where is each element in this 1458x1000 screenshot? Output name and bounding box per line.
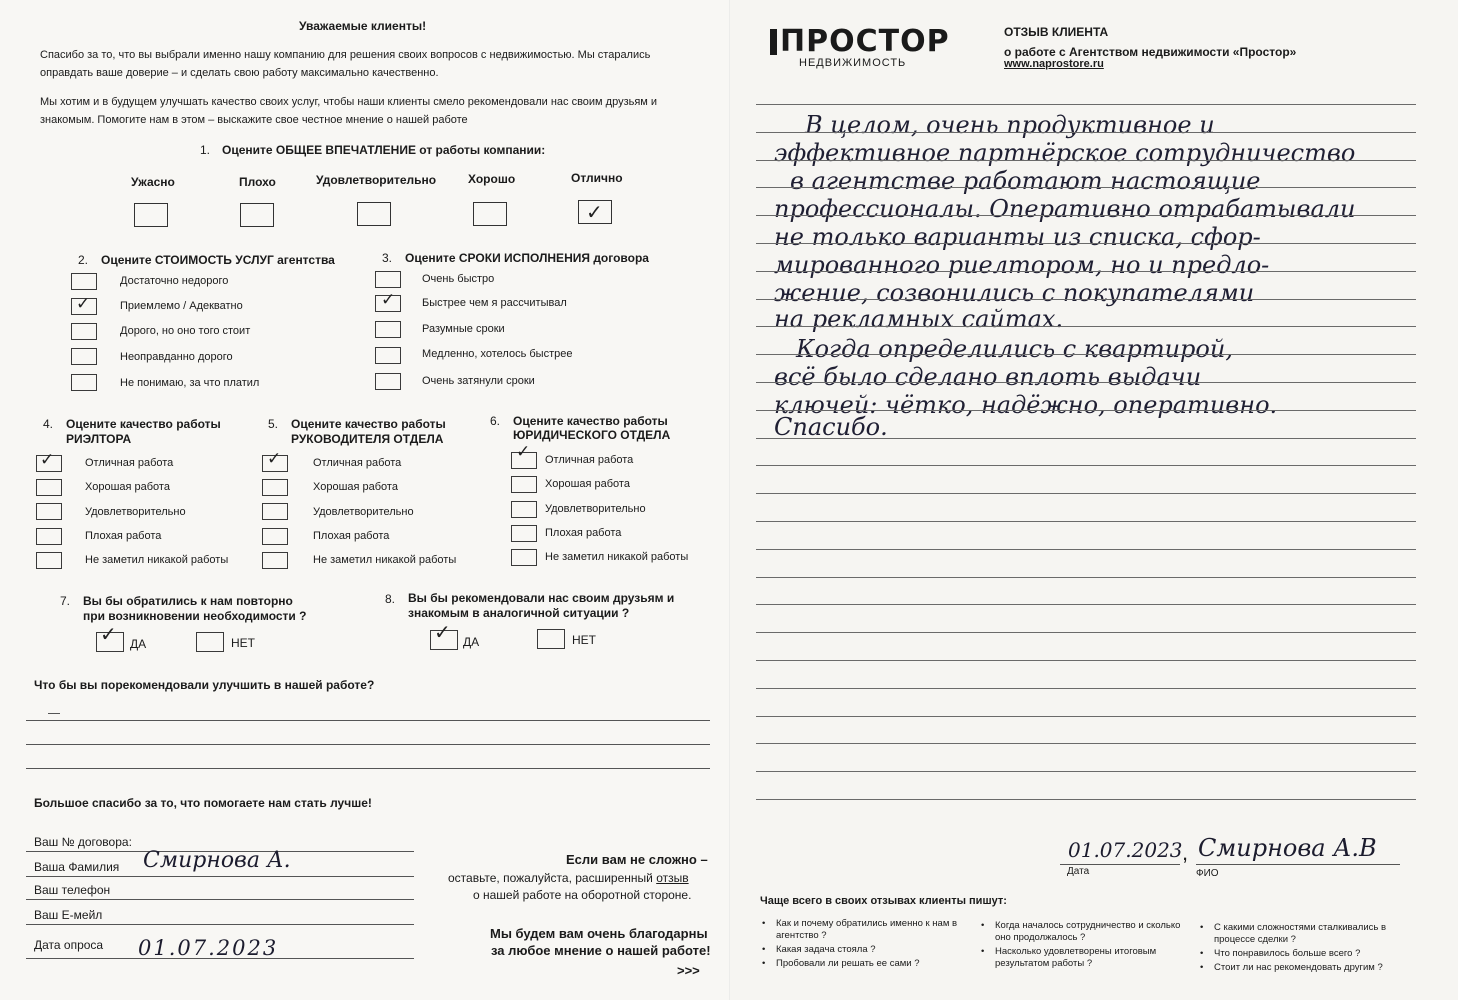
writing-line[interactable]: [756, 326, 1416, 327]
q2-checkbox[interactable]: [71, 323, 97, 340]
writing-line[interactable]: [756, 104, 1416, 105]
contract-label: Ваш № договора:: [34, 835, 132, 849]
check-mark-icon: ✓: [40, 450, 55, 470]
intro-text: оправдать ваше доверие – и сделать свою работу максимально качественно.: [40, 67, 439, 79]
q4-option-label: Не заметил никакой работы: [85, 554, 229, 566]
q1-checkbox[interactable]: [134, 203, 168, 227]
q1-option-label: Удовлетворительно: [316, 173, 437, 187]
q5-checkbox[interactable]: [262, 528, 288, 545]
thanks-text: Большое спасибо за то, что помогаете нам стать лучше!: [34, 796, 372, 810]
tips-title: Чаще всего в своих отзывах клиенты пишут:: [760, 895, 1007, 907]
q4-checkbox[interactable]: [36, 479, 62, 496]
surname-field[interactable]: [26, 876, 414, 877]
q3-checkbox[interactable]: [375, 271, 401, 288]
q3-option-label: Очень быстро: [422, 273, 495, 285]
review-handwriting-line: профессионалы. Оперативно отрабатывали: [774, 195, 1356, 223]
tip-item: • С какими сложностями сталкивались в процессе сделки ?: [1214, 922, 1414, 946]
writing-line[interactable]: [756, 688, 1416, 689]
q1-title: Оцените ОБЩЕЕ ВПЕЧАТЛЕНИЕ от работы компании:: [222, 143, 546, 157]
q3-checkbox[interactable]: [375, 321, 401, 338]
q1-checkbox[interactable]: [240, 203, 274, 227]
tip-item: • Насколько удовлетворены итоговым результатом работы ?: [995, 946, 1190, 970]
date-line: [1060, 864, 1180, 865]
intro-text: Спасибо за то, что вы выбрали именно нашу компанию для решения своих вопросов с недвижимостью. Мы старались: [40, 49, 651, 61]
promo-text: Если вам не сложно –: [566, 852, 708, 867]
review-handwriting-line: всё было сделано вплоть выдачи: [774, 363, 1202, 391]
tips-column: [1214, 922, 1414, 974]
writing-line[interactable]: [756, 271, 1416, 272]
promo-text: за любое мнение о нашей работе!: [491, 943, 711, 958]
promo-text: о нашей работе на оборотной стороне.: [473, 888, 692, 902]
q7-question: Вы бы обратились к нам повторно: [83, 594, 293, 608]
q3-option-label: Медленно, хотелось быстрее: [422, 348, 573, 360]
writing-line[interactable]: [756, 549, 1416, 550]
writing-line[interactable]: [756, 799, 1416, 800]
review-handwriting-line: мированного риелтором, но и предло-: [774, 251, 1270, 279]
review-handwriting-line: В целом, очень продуктивное и: [805, 111, 1215, 139]
review-handwriting-line: Спасибо.: [774, 413, 888, 441]
check-mark-icon: ✓: [76, 294, 91, 314]
q6-checkbox[interactable]: [511, 525, 537, 542]
writing-line[interactable]: [756, 577, 1416, 578]
signature-name: Смирнова А.В: [1198, 834, 1377, 862]
writing-line[interactable]: [756, 771, 1416, 772]
q5-title: РУКОВОДИТЕЛЯ ОТДЕЛА: [291, 432, 444, 446]
tip-item: • Как и почему обратились именно к нам в агентство ?: [776, 918, 962, 942]
q7-question: при возникновении необходимости ?: [83, 609, 307, 623]
answer-line[interactable]: [26, 768, 710, 769]
q2-checkbox[interactable]: [71, 273, 97, 290]
q3-option-label: Очень затянули сроки: [422, 375, 535, 387]
writing-line[interactable]: [756, 716, 1416, 717]
q4-title: Оцените качество работы: [66, 417, 221, 431]
next-page-arrows: >>>: [677, 963, 700, 978]
writing-line[interactable]: [756, 299, 1416, 300]
q5-checkbox[interactable]: [262, 479, 288, 496]
q7-number: 7.: [60, 594, 71, 608]
intro-text: Мы хотим и в будущем улучшать качество своих услуг, чтобы наши клиенты смело рекомендовали нас своим друзьям и: [40, 96, 658, 108]
writing-line[interactable]: [756, 410, 1416, 411]
q4-checkbox[interactable]: [36, 503, 62, 520]
q5-option-label: Хорошая работа: [313, 481, 398, 493]
q1-number: 1.: [200, 143, 211, 157]
writing-line[interactable]: [756, 743, 1416, 744]
writing-line[interactable]: [756, 604, 1416, 605]
name-line: [1196, 864, 1400, 865]
q6-checkbox[interactable]: [511, 549, 537, 566]
q5-option-label: Не заметил никакой работы: [313, 554, 457, 566]
writing-line[interactable]: [756, 215, 1416, 216]
writing-line[interactable]: [756, 465, 1416, 466]
review-back-page: [730, 0, 1458, 1000]
q2-checkbox[interactable]: [71, 348, 97, 365]
q5-checkbox[interactable]: [262, 503, 288, 520]
q3-title: Оцените СРОКИ ИСПОЛНЕНИЯ договора: [405, 251, 649, 265]
q1-option-label: Отлично: [571, 171, 623, 185]
check-mark-icon: ✓: [267, 449, 282, 469]
intro-text: знакомым. Помогите нам в этом – выскажите свое честное мнение о нашей работе: [40, 114, 468, 126]
review-handwriting-line: жение, созвонились с покупателями: [774, 279, 1255, 307]
review-handwriting-line: в агентстве работают настоящие: [790, 167, 1261, 195]
writing-line[interactable]: [756, 438, 1416, 439]
q7-no-checkbox[interactable]: [196, 632, 224, 652]
answer-line[interactable]: [26, 744, 710, 745]
q4-checkbox[interactable]: [36, 528, 62, 545]
logo-wordmark: [770, 24, 950, 59]
q1-option-label: Плохо: [239, 175, 276, 189]
review-title: ОТЗЫВ КЛИЕНТА: [1004, 25, 1109, 39]
q1-option-label: Ужасно: [131, 175, 175, 189]
q5-title: Оцените качество работы: [291, 417, 446, 431]
q4-title: РИЭЛТОРА: [66, 432, 132, 446]
writing-line[interactable]: [756, 160, 1416, 161]
improve-question: Что бы вы порекомендовали улучшить в нашей работе?: [34, 678, 375, 692]
q2-option-label: Достаточно недорого: [120, 275, 229, 287]
writing-line[interactable]: [756, 382, 1416, 383]
tip-item: • Пробовали ли решать ее сами ?: [776, 958, 962, 970]
q7-no-label: НЕТ: [231, 636, 255, 650]
q2-option-label: Не понимаю, за что платил: [120, 377, 260, 389]
q6-option-label: Хорошая работа: [545, 478, 630, 490]
pen-stroke: [48, 713, 60, 714]
writing-line[interactable]: [756, 632, 1416, 633]
q1-option-label: Хорошо: [468, 172, 516, 186]
check-mark-icon: ✓: [434, 620, 451, 644]
q6-checkbox[interactable]: [511, 501, 537, 518]
phone-field[interactable]: [26, 899, 414, 900]
q3-checkbox[interactable]: [375, 347, 401, 364]
q2-number: 2.: [78, 253, 89, 267]
writing-line[interactable]: [756, 660, 1416, 661]
q1-checkbox[interactable]: [473, 202, 507, 226]
q2-option-label: Приемлемо / Адекватно: [120, 300, 243, 312]
review-handwriting-line: эффективное партнёрское сотрудничество: [774, 139, 1356, 167]
promo-text: Мы будем вам очень благодарны: [490, 926, 708, 941]
q6-option-label: Не заметил никакой работы: [545, 551, 689, 563]
q8-yes-label: ДА: [463, 635, 480, 649]
q6-title: Оцените качество работы: [513, 414, 668, 428]
tip-item: • Стоит ли нас рекомендовать другим ?: [1214, 962, 1414, 974]
logo-subtitle: НЕДВИЖИМОСТЬ: [799, 57, 907, 69]
q8-no-label: НЕТ: [572, 633, 596, 647]
q5-number: 5.: [268, 417, 279, 431]
q8-question: Вы бы рекомендовали нас своим друзьям и: [408, 591, 675, 605]
q2-option-label: Дорого, но оно того стоит: [120, 325, 251, 337]
review-link[interactable]: отзыв: [656, 871, 689, 885]
writing-line[interactable]: [756, 132, 1416, 133]
writing-line[interactable]: [756, 521, 1416, 522]
promo-text: [448, 871, 689, 885]
q3-number: 3.: [382, 251, 393, 265]
q6-number: 6.: [490, 414, 501, 428]
greeting-heading: Уважаемые клиенты!: [299, 19, 427, 33]
separator: ,: [1182, 840, 1189, 865]
q4-option-label: Удовлетворительно: [85, 506, 186, 518]
q3-option-label: Разумные сроки: [422, 323, 505, 335]
tips-column: [776, 918, 962, 970]
q8-number: 8.: [385, 592, 396, 606]
review-subtitle: о работе с Агентством недвижимости «Простор»: [1004, 45, 1297, 59]
fio-caption: ФИО: [1196, 868, 1219, 879]
tip-item: • Когда началось сотрудничество и сколько оно продолжалось ?: [995, 920, 1190, 944]
answer-line[interactable]: [26, 720, 710, 721]
q6-option-label: Отличная работа: [545, 454, 634, 466]
surname-label: Ваша Фамилия: [34, 860, 120, 874]
q6-title: ЮРИДИЧЕСКОГО ОТДЕЛА: [513, 428, 671, 442]
q2-title: Оцените СТОИМОСТЬ УСЛУГ агентства: [101, 253, 335, 267]
q5-option-label: Плохая работа: [313, 530, 390, 542]
writing-line[interactable]: [756, 243, 1416, 244]
q5-option-label: Удовлетворительно: [313, 506, 414, 518]
date-label: Дата опроса: [34, 938, 104, 952]
q2-option-label: Неоправданно дорого: [120, 351, 233, 363]
company-logo: [770, 24, 950, 69]
tip-item: • Что понравилось больше всего ?: [1214, 948, 1414, 960]
phone-label: Ваш телефон: [34, 883, 111, 897]
writing-line[interactable]: [756, 187, 1416, 188]
q3-checkbox[interactable]: [375, 373, 401, 390]
check-mark-icon: ✓: [100, 622, 117, 646]
q8-question: знакомым в аналогичной ситуации ?: [408, 606, 630, 620]
review-handwriting-line: Когда определились с квартирой,: [796, 335, 1233, 363]
q4-number: 4.: [43, 417, 54, 431]
email-label: Ваш Е-мейл: [34, 908, 103, 922]
check-mark-icon: ✓: [586, 200, 603, 224]
q6-option-label: Удовлетворительно: [545, 503, 646, 515]
q3-option-label: Быстрее чем я рассчитывал: [422, 297, 567, 309]
q6-checkbox[interactable]: [511, 476, 537, 493]
q7-yes-label: ДА: [130, 637, 147, 651]
q5-option-label: Отличная работа: [313, 457, 402, 469]
tip-item: • Какая задача стояла ?: [776, 944, 962, 956]
q4-option-label: Хорошая работа: [85, 481, 170, 493]
check-mark-icon: ✓: [516, 442, 531, 462]
email-field[interactable]: [26, 924, 414, 925]
q5-checkbox[interactable]: [262, 552, 288, 569]
review-handwriting-line: ключей: чётко, надёжно, оперативно.: [774, 391, 1278, 419]
promo-text-part: оставьте, пожалуйста, расширенный: [448, 871, 657, 885]
date-handwritten: 01.07.2023: [138, 936, 279, 960]
surname-handwritten: Смирнова А.: [143, 848, 291, 873]
date-caption: Дата: [1067, 866, 1090, 877]
writing-line[interactable]: [756, 354, 1416, 355]
review-handwriting-line: не только варианты из списка, сфор-: [774, 223, 1261, 251]
review-handwriting-line: на рекламных сайтах.: [774, 305, 1064, 333]
logo-text: ПРОСТОР: [780, 24, 950, 59]
check-mark-icon: ✓: [381, 290, 396, 310]
website-link[interactable]: www.naprostore.ru: [1004, 58, 1104, 70]
q4-option-label: Отличная работа: [85, 457, 174, 469]
q4-option-label: Плохая работа: [85, 530, 162, 542]
logo-bar-icon: [770, 29, 777, 55]
writing-line[interactable]: [756, 493, 1416, 494]
q4-checkbox[interactable]: [36, 552, 62, 569]
signature-date: 01.07.2023: [1068, 838, 1183, 862]
tips-column: [995, 920, 1190, 970]
q8-no-checkbox[interactable]: [537, 629, 565, 649]
q6-option-label: Плохая работа: [545, 527, 622, 539]
q1-checkbox[interactable]: [357, 202, 391, 226]
q2-checkbox[interactable]: [71, 374, 97, 391]
